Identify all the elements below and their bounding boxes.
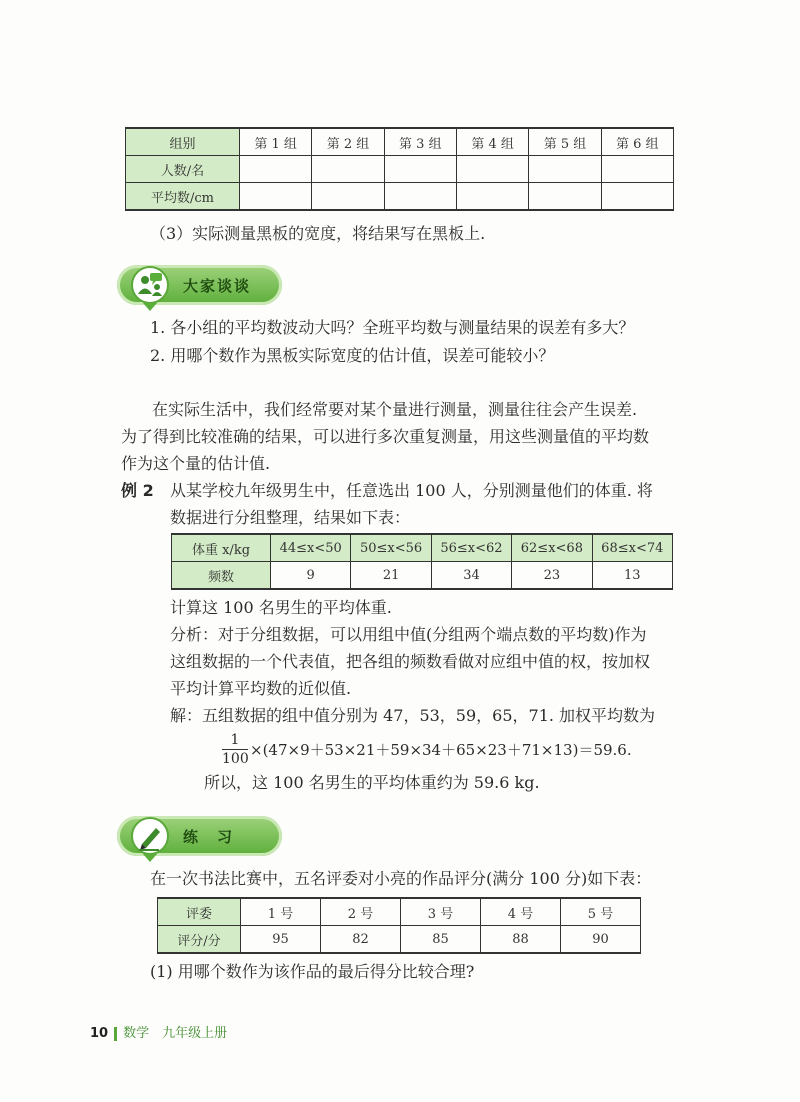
table-header-cell: 评委 xyxy=(158,898,241,926)
table-cell xyxy=(456,156,528,183)
discuss-question-2: 2. 用哪个数作为黑板实际宽度的估计值，误差可能较小？ xyxy=(150,346,555,365)
discuss-question-1: 1. 各小组的平均数波动大吗？全班平均数与测量结果的误差有多大？ xyxy=(150,318,635,337)
table-header-cell: 第 4 组 xyxy=(456,128,528,156)
table-cell: 95 xyxy=(241,926,321,954)
fraction-numerator: 1 xyxy=(222,731,248,750)
table-header-cell: 组别 xyxy=(126,128,240,156)
practice-badge xyxy=(117,816,282,856)
item-3-text: （3）实际测量黑板的宽度，将结果写在黑板上. xyxy=(150,224,486,243)
table-row-label: 人数/名 xyxy=(126,156,240,183)
analysis-line: 平均计算平均数的近似值. xyxy=(170,679,352,698)
table-header-cell: 体重 x/kg xyxy=(172,534,271,562)
paragraph-line: 作为这个量的估计值. xyxy=(121,454,271,473)
weight-frequency-table xyxy=(171,533,673,590)
table-header-cell: 1 号 xyxy=(241,898,321,926)
example-label: 例 2 xyxy=(121,481,154,500)
table-row-label: 评分/分 xyxy=(158,926,241,954)
table-header-cell: 5 号 xyxy=(561,898,641,926)
analysis-line: 分析：对于分组数据，可以用组中值(分组两个端点数的平均数)作为 xyxy=(170,625,647,644)
fraction xyxy=(222,731,248,768)
example-text: 数据进行分组整理，结果如下表： xyxy=(170,508,411,527)
pencil-icon xyxy=(131,817,169,855)
table-cell: 85 xyxy=(401,926,481,954)
table-header-cell: 50≤x<56 xyxy=(351,534,431,562)
table-header-cell: 第 2 组 xyxy=(312,128,384,156)
practice-label: 练 习 xyxy=(183,828,235,846)
people-talking-icon xyxy=(131,266,169,304)
table-cell xyxy=(240,183,312,211)
solution-text: 解：五组数据的组中值分别为 47，53，59，65，71. 加权平均数为 xyxy=(170,706,656,725)
table-header-cell: 2 号 xyxy=(321,898,401,926)
table-header-cell: 第 5 组 xyxy=(529,128,601,156)
table-cell xyxy=(312,156,384,183)
solution-conclusion: 所以，这 100 名男生的平均体重约为 59.6 kg. xyxy=(204,773,540,792)
table-header-cell: 第 3 组 xyxy=(384,128,456,156)
score-table xyxy=(157,897,641,954)
table-header-cell: 44≤x<50 xyxy=(271,534,351,562)
table-cell: 88 xyxy=(481,926,561,954)
discuss-label: 大家谈谈 xyxy=(183,277,252,295)
paragraph-line: 为了得到比较准确的结果，可以进行多次重复测量，用这些测量值的平均数 xyxy=(121,427,650,446)
page-number: 10 xyxy=(90,1026,109,1041)
table-cell: 13 xyxy=(592,562,672,590)
table-row-label: 频数 xyxy=(172,562,271,590)
analysis-line: 这组数据的一个代表值，把各组的频数看做对应组中值的权，按加权 xyxy=(170,652,651,671)
table-cell: 90 xyxy=(561,926,641,954)
table-cell xyxy=(384,183,456,211)
group-average-table xyxy=(125,127,674,211)
table-header-cell: 68≤x<74 xyxy=(592,534,672,562)
table-header-cell: 62≤x<68 xyxy=(512,534,592,562)
table-row-label: 平均数/cm xyxy=(126,183,240,211)
table-cell xyxy=(240,156,312,183)
table-cell xyxy=(384,156,456,183)
table-header-cell: 56≤x<62 xyxy=(431,534,511,562)
fraction-denominator: 100 xyxy=(222,751,249,767)
table-cell xyxy=(529,156,601,183)
table-cell xyxy=(312,183,384,211)
paragraph-line: 在实际生活中，我们经常要对某个量进行测量，测量往往会产生误差. xyxy=(152,400,638,419)
practice-question-1: (1) 用哪个数作为该作品的最后得分比较合理? xyxy=(150,962,475,981)
table-cell: 34 xyxy=(431,562,511,590)
table-cell: 9 xyxy=(271,562,351,590)
table-header-cell: 3 号 xyxy=(401,898,481,926)
page-footer xyxy=(90,1022,227,1041)
book-title: 数学 九年级上册 xyxy=(123,1026,228,1041)
calc-prompt: 计算这 100 名男生的平均体重. xyxy=(170,598,392,617)
table-cell xyxy=(601,183,673,211)
discuss-badge xyxy=(117,265,282,305)
formula: ×(47×9＋53×21＋59×34＋65×23＋71×13)＝59.6. xyxy=(250,741,632,759)
table-header-cell: 第 6 组 xyxy=(601,128,673,156)
table-header-cell: 4 号 xyxy=(481,898,561,926)
table-header-cell: 第 1 组 xyxy=(240,128,312,156)
table-cell: 23 xyxy=(512,562,592,590)
table-cell: 82 xyxy=(321,926,401,954)
table-cell xyxy=(601,156,673,183)
table-cell: 21 xyxy=(351,562,431,590)
table-cell xyxy=(456,183,528,211)
example-text: 从某学校九年级男生中，任意选出 100 人，分别测量他们的体重. 将 xyxy=(170,481,653,500)
practice-intro: 在一次书法比赛中，五名评委对小亮的作品评分(满分 100 分)如下表： xyxy=(150,869,652,888)
table-cell xyxy=(529,183,601,211)
